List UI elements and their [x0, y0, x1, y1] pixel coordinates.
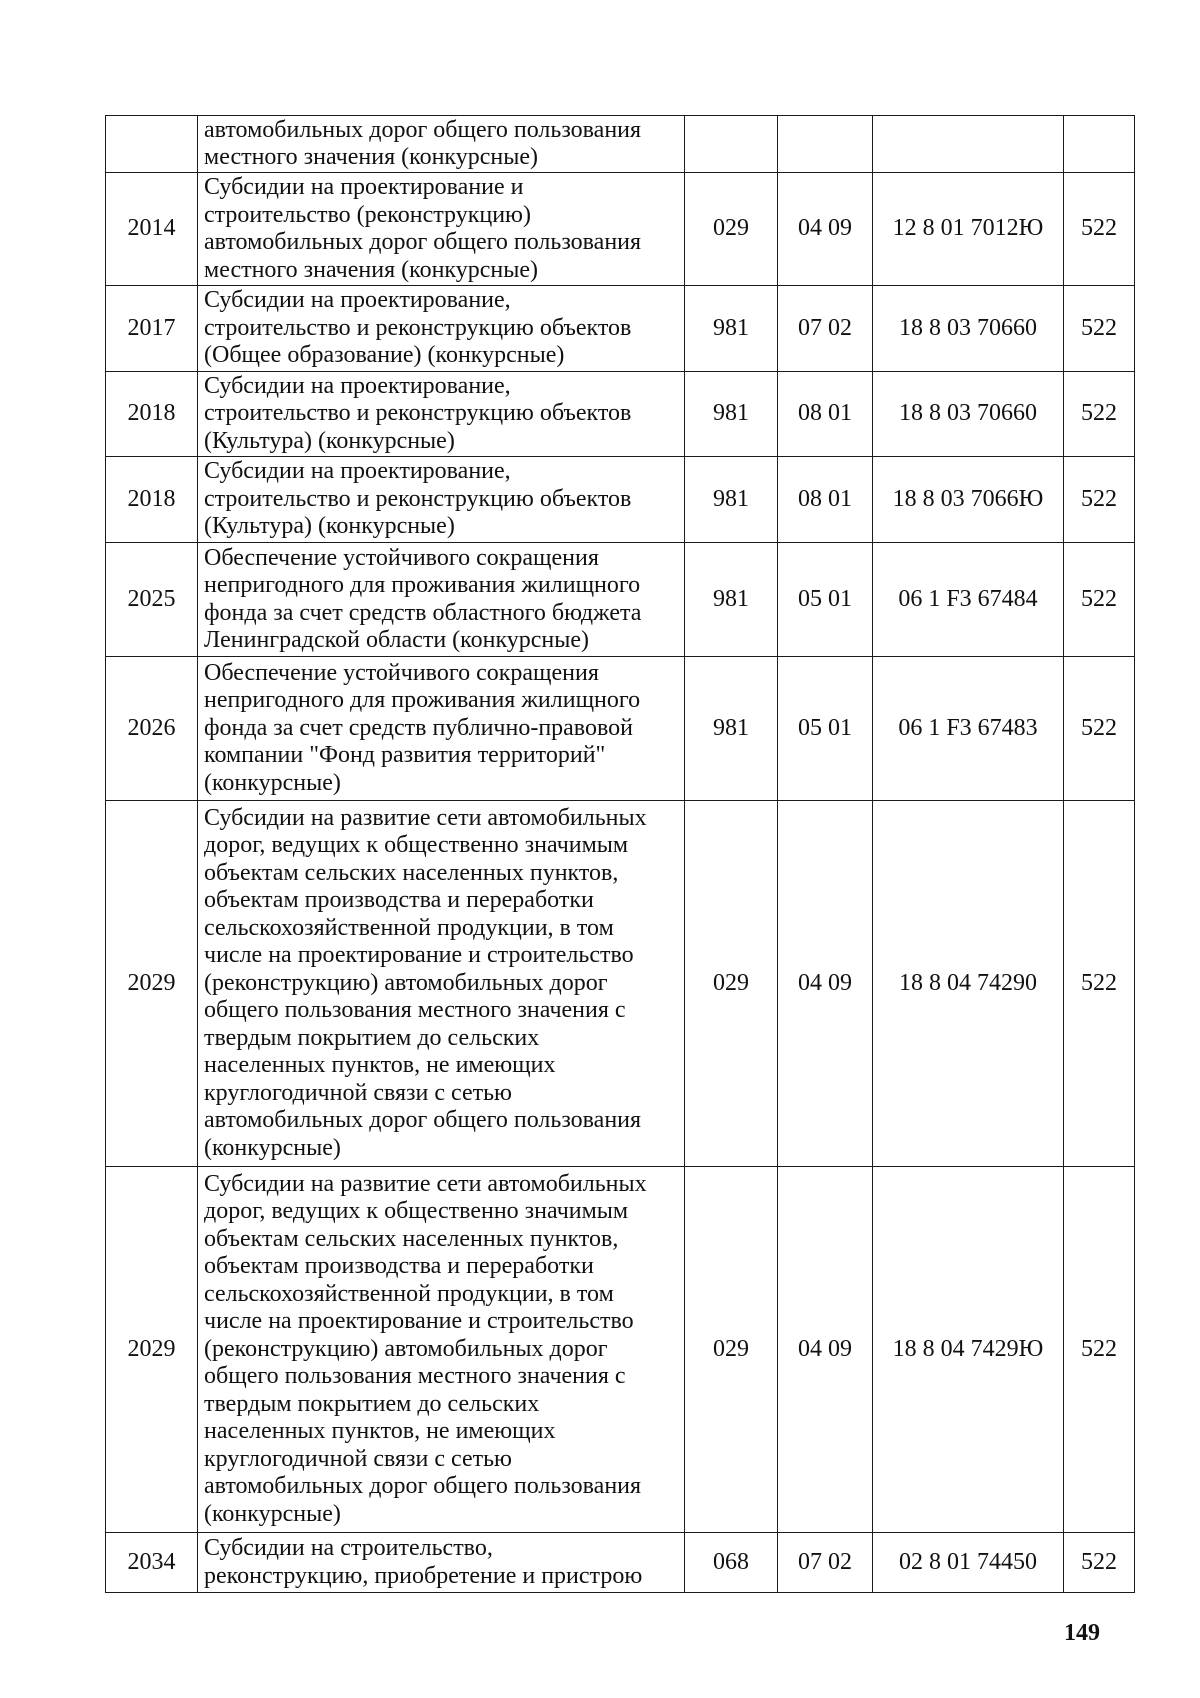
expense-type-cell: 522: [1064, 286, 1135, 372]
description-line: твердым покрытием до сельских: [204, 1024, 540, 1051]
table-row: [106, 1167, 1135, 1533]
description-line: компании "Фонд развития территорий": [204, 742, 606, 769]
description-line: фонда за счет средств областного бюджета: [204, 599, 642, 626]
target-article-cell: [873, 116, 1064, 173]
row-description-cell: [198, 1167, 685, 1533]
expense-type-cell: 522: [1064, 1167, 1135, 1533]
description-line: строительство и реконструкцию объектов: [204, 400, 632, 427]
target-article-cell: 06 1 F3 67483: [873, 657, 1064, 801]
grbs-cell: 981: [685, 457, 778, 543]
description-line: Субсидии на проектирование,: [204, 458, 511, 485]
grbs-cell: 981: [685, 657, 778, 801]
row-code-cell: 2025: [106, 543, 198, 657]
description-line: (реконструкцию) автомобильных дорог: [204, 969, 608, 996]
description-line: объектам сельских населенных пунктов,: [204, 859, 619, 886]
description-line: (конкурсные): [204, 1500, 341, 1527]
description-line: (Общее образование) (конкурсные): [204, 342, 565, 369]
section-subsection-cell: 05 01: [778, 543, 873, 657]
description-line: строительство (реконструкцию): [204, 201, 531, 228]
description-line: (конкурсные): [204, 769, 341, 796]
grbs-cell: 981: [685, 372, 778, 457]
row-description-cell: [198, 116, 685, 173]
description-line: автомобильных дорог общего пользования: [204, 1473, 642, 1500]
table-row: [106, 801, 1135, 1167]
description-line: (Культура) (конкурсные): [204, 513, 455, 540]
row-code-cell: 2018: [106, 372, 198, 457]
table-row: [106, 116, 1135, 173]
description-line: дорог, ведущих к общественно значимым: [204, 832, 629, 859]
section-subsection-cell: 05 01: [778, 657, 873, 801]
target-article-cell: 18 8 04 7429Ю: [873, 1167, 1064, 1533]
grbs-cell: 029: [685, 1167, 778, 1533]
description-line: числе на проектирование и строительство: [204, 942, 634, 969]
grbs-cell: 068: [685, 1533, 778, 1593]
page-number: 149: [1064, 1620, 1100, 1646]
description-line: твердым покрытием до сельских: [204, 1390, 540, 1417]
row-code-cell: 2017: [106, 286, 198, 372]
description-line: общего пользования местного значения с: [204, 1363, 626, 1390]
description-line: реконструкцию, приобретение и пристрою: [204, 1562, 643, 1589]
description-line: Обеспечение устойчивого сокращения: [204, 659, 599, 686]
description-line: (реконструкцию) автомобильных дорог: [204, 1335, 608, 1362]
row-description-cell: [198, 372, 685, 457]
row-code-cell: 2034: [106, 1533, 198, 1593]
table-body: [106, 116, 1135, 1593]
budget-classification-table: [105, 115, 1135, 1593]
row-description-cell: [198, 657, 685, 801]
section-subsection-cell: 07 02: [778, 1533, 873, 1593]
target-article-cell: 02 8 01 74450: [873, 1533, 1064, 1593]
description-line: объектам производства и переработки: [204, 887, 594, 914]
section-subsection-cell: 08 01: [778, 372, 873, 457]
description-line: автомобильных дорог общего пользования: [204, 229, 642, 255]
row-code-cell: [106, 116, 198, 173]
grbs-cell: 981: [685, 286, 778, 372]
section-subsection-cell: [778, 116, 873, 173]
description-line: Субсидии на строительство,: [204, 1535, 493, 1561]
description-line: сельскохозяйственной продукции, в том: [204, 914, 614, 941]
expense-type-cell: 522: [1064, 543, 1135, 657]
description-line: числе на проектирование и строительство: [204, 1308, 634, 1335]
target-article-cell: 18 8 03 70660: [873, 286, 1064, 372]
description-line: объектам сельских населенных пунктов,: [204, 1225, 619, 1252]
description-line: местного значения (конкурсные): [204, 144, 538, 170]
table-row: [106, 1533, 1135, 1593]
section-subsection-cell: 07 02: [778, 286, 873, 372]
description-line: дорог, ведущих к общественно значимым: [204, 1198, 629, 1225]
row-code-cell: 2026: [106, 657, 198, 801]
grbs-cell: 029: [685, 801, 778, 1167]
description-line: круглогодичной связи с сетью: [204, 1445, 512, 1472]
expense-type-cell: [1064, 116, 1135, 173]
row-description-cell: [198, 801, 685, 1167]
target-article-cell: 12 8 01 7012Ю: [873, 173, 1064, 286]
description-line: строительство и реконструкцию объектов: [204, 485, 632, 512]
section-subsection-cell: 04 09: [778, 173, 873, 286]
row-code-cell: 2014: [106, 173, 198, 286]
table-row: [106, 372, 1135, 457]
expense-type-cell: 522: [1064, 657, 1135, 801]
expense-type-cell: 522: [1064, 457, 1135, 543]
row-code-cell: 2029: [106, 1167, 198, 1533]
description-line: местного значения (конкурсные): [204, 256, 538, 283]
description-line: строительство и реконструкцию объектов: [204, 314, 632, 341]
description-line: населенных пунктов, не имеющих: [204, 1418, 556, 1445]
row-description-cell: [198, 173, 685, 286]
description-line: Субсидии на проектирование и: [204, 174, 524, 200]
description-line: Субсидии на проектирование,: [204, 287, 511, 314]
description-line: фонда за счет средств публично-правовой: [204, 714, 633, 741]
grbs-cell: [685, 116, 778, 173]
description-line: (конкурсные): [204, 1134, 341, 1161]
grbs-cell: 981: [685, 543, 778, 657]
table-row: [106, 173, 1135, 286]
description-line: Субсидии на проектирование,: [204, 372, 511, 399]
table-row: [106, 286, 1135, 372]
description-line: непригодного для проживания жилищного: [204, 572, 641, 598]
section-subsection-cell: 08 01: [778, 457, 873, 543]
row-description-cell: [198, 1533, 685, 1593]
section-subsection-cell: 04 09: [778, 1167, 873, 1533]
expense-type-cell: 522: [1064, 372, 1135, 457]
expense-type-cell: 522: [1064, 801, 1135, 1167]
row-description-cell: [198, 543, 685, 657]
grbs-cell: 029: [685, 173, 778, 286]
row-description-cell: [198, 457, 685, 543]
expense-type-cell: 522: [1064, 1533, 1135, 1593]
table-row: [106, 543, 1135, 657]
expense-type-cell: 522: [1064, 173, 1135, 286]
table-row: [106, 457, 1135, 543]
description-line: Ленинградской области (конкурсные): [204, 627, 590, 653]
target-article-cell: 18 8 03 7066Ю: [873, 457, 1064, 543]
section-subsection-cell: 04 09: [778, 801, 873, 1167]
description-line: объектам производства и переработки: [204, 1253, 594, 1280]
description-line: круглогодичной связи с сетью: [204, 1079, 512, 1106]
description-line: Субсидии на развитие сети автомобильных: [204, 804, 647, 831]
row-code-cell: 2018: [106, 457, 198, 543]
target-article-cell: 06 1 F3 67484: [873, 543, 1064, 657]
table-row: [106, 657, 1135, 801]
description-line: непригодного для проживания жилищного: [204, 687, 641, 714]
description-line: Субсидии на развитие сети автомобильных: [204, 1170, 647, 1197]
description-line: автомобильных дорог общего пользования: [204, 116, 642, 143]
description-line: сельскохозяйственной продукции, в том: [204, 1280, 614, 1307]
description-line: Обеспечение устойчивого сокращения: [204, 544, 599, 571]
description-line: общего пользования местного значения с: [204, 997, 626, 1024]
description-line: (Культура) (конкурсные): [204, 427, 455, 454]
description-line: населенных пунктов, не имеющих: [204, 1052, 556, 1079]
description-line: автомобильных дорог общего пользования: [204, 1107, 642, 1134]
row-code-cell: 2029: [106, 801, 198, 1167]
row-description-cell: [198, 286, 685, 372]
target-article-cell: 18 8 04 74290: [873, 801, 1064, 1167]
target-article-cell: 18 8 03 70660: [873, 372, 1064, 457]
